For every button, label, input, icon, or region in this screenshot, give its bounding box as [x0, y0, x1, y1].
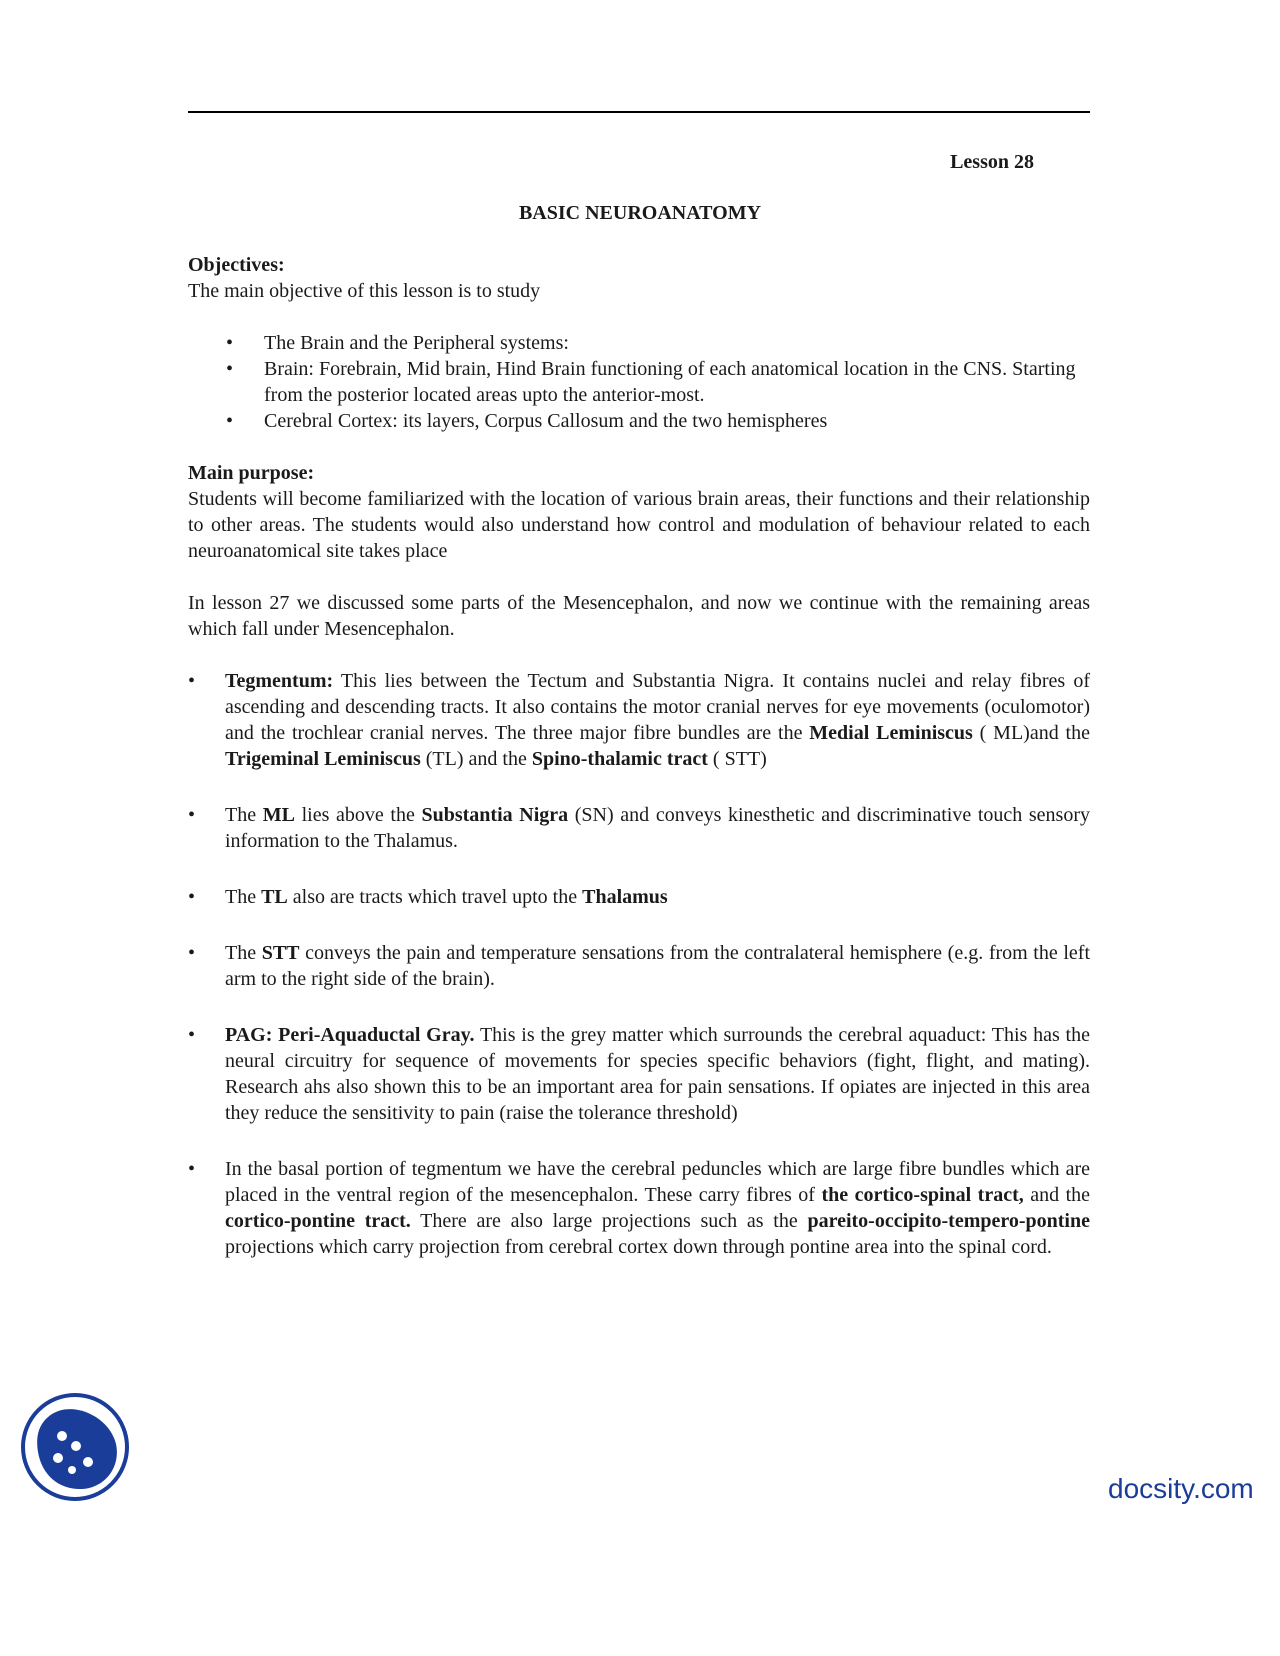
bullet-icon: •	[188, 1158, 196, 1180]
bullet-icon: •	[226, 410, 234, 432]
purpose-text: Students will become familiarized with the location of various brain areas, their functions and their relationship to other areas. The students would also understand how control and modulation of behaviour related to each neuroanatomical site takes place	[188, 488, 1090, 562]
purpose-heading: Main purpose:	[188, 462, 315, 484]
bullet-icon: •	[188, 1024, 196, 1046]
lesson-number: Lesson 28	[950, 151, 1034, 173]
tegmentum-list	[188, 668, 1090, 1260]
list-item: • Cerebral Cortex: its layers, Corpus Callosum and the two hemispheres	[226, 410, 828, 432]
objectives-heading: Objectives:	[188, 254, 285, 276]
page-title: BASIC NEUROANATOMY	[518, 202, 762, 224]
list-item: • PAG: Peri-Aquaductal Gray. This is the grey matter which surrounds the cerebral aquaduct: This has the neural circuitry for sequence of movements for species specific behaviors (fight, flight, and mating). Research ahs also shown this to be an important area for pain sensations. If opiates are injected in this area they reduce the sensitivity to pain (raise the tolerance threshold)	[188, 1024, 1090, 1124]
objectives-intro: The main objective of this lesson is to study	[188, 280, 541, 302]
list-item: • The ML lies above the Substantia Nigra (SN) and conveys kinesthetic and discriminative touch sensory information to the Thalamus.	[188, 804, 1090, 852]
docsity-logo-icon[interactable]	[20, 1392, 130, 1502]
list-item: • The TL also are tracts which travel upto the Thalamus	[188, 886, 668, 908]
bullet-icon: •	[188, 804, 196, 826]
bullet-icon: •	[226, 332, 234, 354]
document-body	[188, 252, 1090, 1290]
top-rule	[188, 111, 1090, 113]
intro-paragraph: In lesson 27 we discussed some parts of the Mesencephalon, and now we continue with the remaining areas which fall under Mesencephalon.	[188, 592, 1090, 640]
list-item: • Tegmentum: This lies between the Tectum and Substantia Nigra. It contains nuclei and relay fibres of ascending and descending tracts. It also contains the motor cranial nerves for eye movements (oculomotor) and the trochlear cranial nerves. The three major fibre bundles are the Medial Leminiscus ( ML)and the Trigeminal Leminiscus (TL) and the Spino-thalamic tract ( STT)	[188, 670, 1090, 770]
objectives-list	[188, 330, 1090, 434]
list-item: • The STT conveys the pain and temperature sensations from the contralateral hemisphere (e.g. from the left arm to the right side of the brain).	[188, 942, 1091, 990]
bullet-icon: •	[226, 358, 234, 380]
list-item: • The Brain and the Peripheral systems:	[226, 332, 569, 354]
bullet-icon: •	[188, 886, 196, 908]
list-item: • In the basal portion of tegmentum we have the cerebral peduncles which are large fibre bundles which are placed in the ventral region of the mesencephalon. These carry fibres of the cortico-spinal tract, and the cortico-pontine tract. There are also large projections such as the pareito-occipito-tempero-pontine projections which carry projection from cerebral cortex down through pontine area into the spinal cord.	[188, 1158, 1091, 1258]
bullet-icon: •	[188, 670, 196, 692]
docsity-brand-link[interactable]: docsity.com	[1108, 1473, 1254, 1504]
list-item: • Brain: Forebrain, Mid brain, Hind Brain functioning of each anatomical location in the CNS. Starting from the posterior located areas upto the anterior-most.	[226, 358, 1076, 406]
bullet-icon: •	[188, 942, 196, 964]
